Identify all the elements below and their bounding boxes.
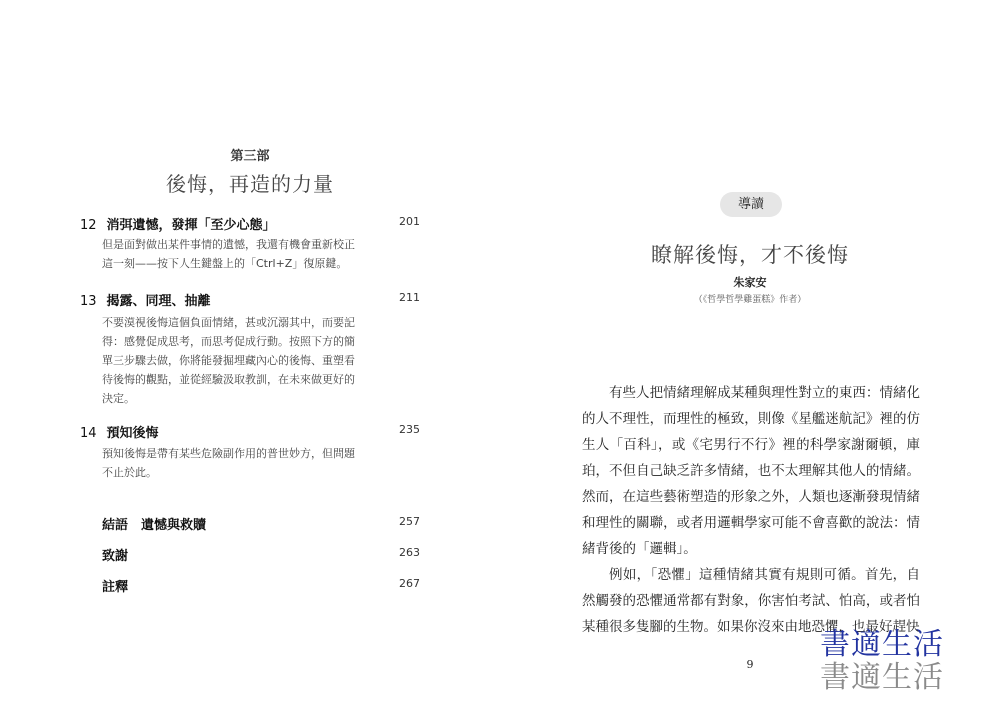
chapter-number: 14: [80, 426, 97, 441]
endmatter-conclusion: 結語 遺憾與救贖: [102, 518, 207, 533]
summary-line: 待後悔的觀點，並從經驗汲取教訓，在未來做更好的: [102, 373, 355, 386]
chapter-page-number: 211: [399, 291, 420, 304]
chapter-number: 12: [80, 218, 97, 233]
chapter-14-heading: [80, 422, 159, 441]
foreword-body: [582, 380, 920, 640]
page-number: 9: [746, 658, 754, 671]
chapter-number: 13: [80, 294, 97, 309]
chapter-page-number: 201: [399, 215, 420, 228]
chapter-title: 消弭遺憾，發揮「至少心態」: [106, 218, 276, 233]
chapter-summary: [102, 444, 377, 482]
endmatter-notes: 註釋: [102, 580, 129, 595]
chapter-12-heading: [80, 214, 276, 233]
endmatter-page-number: 263: [399, 546, 420, 559]
watermark-logo-shadow: 書適生活: [820, 660, 944, 695]
chapter-summary: [102, 235, 377, 273]
foreword-title: 瞭解後悔，才不後悔: [651, 243, 849, 267]
body-paragraph: 例如，「恐懼」這種情緒其實有規則可循。首先，自然觸發的恐懼通常都有對象，你害怕考試、怕高，或者怕某種很多隻腳的生物。如果你沒來由地恐懼，也最好趕快: [582, 567, 920, 635]
foreword-tag: 導讀: [720, 192, 782, 217]
chapter-title: 揭露、同理、抽離: [106, 294, 211, 309]
part-label: 第三部: [230, 149, 270, 164]
summary-line: 得：感覺促成思考，而思考促成行動。按照下方的簡: [102, 335, 355, 348]
summary-line: 預知後悔是帶有某些危險副作用的普世妙方，但問題: [102, 447, 355, 460]
watermark-logo: 書適生活: [820, 627, 944, 662]
summary-line: 不止於此。: [102, 466, 157, 479]
author-note: （《哲學哲學雞蛋糕》作者）: [693, 295, 807, 305]
summary-line: 但是面對做出某件事情的遺憾，我還有機會重新校正: [102, 238, 355, 251]
summary-line: 決定。: [102, 392, 135, 405]
endmatter-page-number: 267: [399, 577, 420, 590]
chapter-13-heading: [80, 290, 211, 309]
summary-line: 不要漠視後悔這個負面情緒，甚或沉溺其中，而要記: [102, 316, 355, 329]
endmatter-acknowledgements: 致謝: [102, 549, 129, 564]
summary-line: 這一刻——按下人生鍵盤上的「Ctrl+Z」復原鍵。: [102, 257, 348, 270]
endmatter-page-number: 257: [399, 515, 420, 528]
chapter-title: 預知後悔: [106, 426, 159, 441]
body-paragraph: 有些人把情緒理解成某種與理性對立的東西：情緒化的人不理性，而理性的極致，則像《星艦迷航記》裡的仿生人「百科」，或《宅男行不行》裡的科學家謝爾頓，庫珀，不但自己缺乏許多情緒，也不太理解其他人的情緒。然而，在這些藝術塑造的形象之外，人類也逐漸發現情緒和理性的關聯，或者用邏輯學家可能不會喜歡的說法：情緒背後的「邏輯」。: [582, 385, 920, 557]
foreword-author: 朱家安: [733, 276, 767, 289]
chapter-summary: [102, 313, 377, 408]
part-title: 後悔，再造的力量: [166, 172, 334, 196]
summary-line: 單三步驟去做，你將能發掘埋藏內心的後悔、重塑看: [102, 354, 355, 367]
chapter-page-number: 235: [399, 423, 420, 436]
